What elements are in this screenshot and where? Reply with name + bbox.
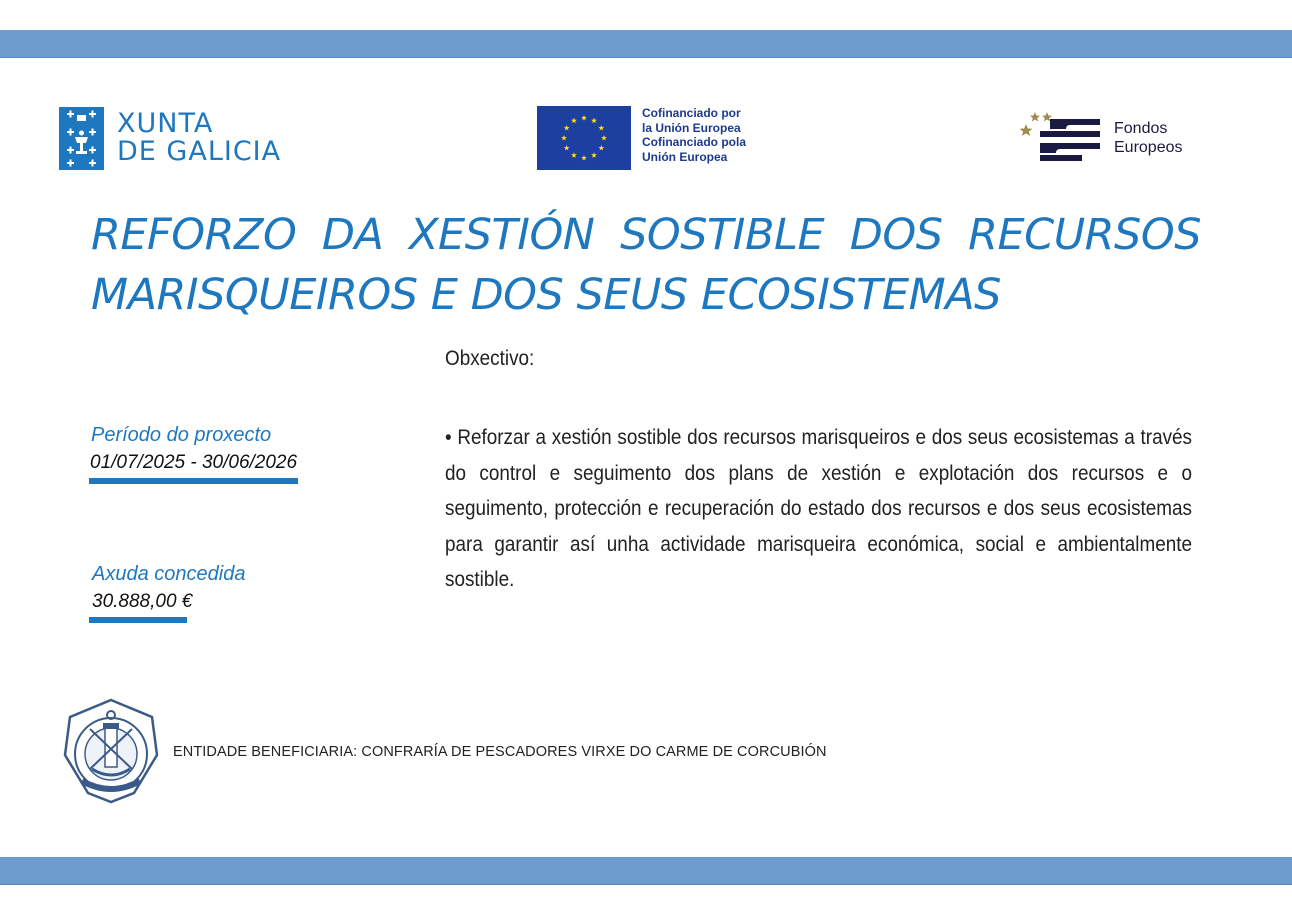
eu-star-icon <box>564 125 570 130</box>
grant-label: Axuda concedida <box>92 563 246 585</box>
grant-value: 30.888,00 € <box>92 591 193 612</box>
eu-line3: Cofinanciado pola <box>642 135 747 149</box>
grant-underline <box>89 617 187 623</box>
period-value: 01/07/2025 - 30/06/2026 <box>90 452 298 473</box>
eu-flag-icon <box>537 106 631 170</box>
eu-line4: Unión Europea <box>642 149 728 164</box>
xunta-shield-icon <box>59 107 104 170</box>
objective-text: • Reforzar a xestión sostible dos recursos marisqueiros e dos seus ecosistemas a través do control e seguimento dos plans de xestión e explotación dos recursos e o seguimento, protección e recuperación do estado dos recursos e dos seus ecosistemas para garantir así unha actividade marisqueira económica, social e ambientalmente sostible. <box>445 426 1192 591</box>
eu-star-icon <box>601 135 607 140</box>
xunta-line2: DE GALICIA <box>117 136 282 167</box>
eu-logo <box>537 106 767 170</box>
period-underline <box>89 478 298 484</box>
eu-star-icon <box>598 145 604 150</box>
beneficiary-text: ENTIDADE BENEFICIARIA: CONFRARÍA DE PESCADORES VIRXE DO CARME DE CORCUBIÓN <box>173 744 827 760</box>
page-title: REFORZO DA XESTIÓN SOSTIBLE DOS RECURSOS MARISQUEIROS E DOS SEUS ECOSISTEMAS <box>91 210 1201 320</box>
confraria-seal-icon <box>62 697 160 805</box>
eu-star-icon <box>581 155 587 160</box>
eu-star-icon <box>598 125 604 130</box>
xunta-logo <box>59 107 299 171</box>
eu-star-icon <box>591 152 597 157</box>
eu-line1: Cofinanciado por <box>642 106 741 120</box>
eu-star-icon <box>571 118 577 123</box>
fondos-europeos-icon <box>1018 110 1106 162</box>
eu-star-icon <box>571 152 577 157</box>
objective-label: Obxectivo: <box>445 347 535 370</box>
xunta-line1: XUNTA <box>117 108 214 139</box>
eu-star-icon <box>591 118 597 123</box>
eu-cofinancing-text <box>642 106 746 164</box>
xunta-wordmark <box>117 110 281 166</box>
top-band <box>0 30 1292 58</box>
eu-line2: la Unión Europea <box>642 120 741 135</box>
fondos-line1: Fondos <box>1114 120 1168 137</box>
fondos-wordmark <box>1114 119 1183 157</box>
period-label: Período do proxecto <box>91 424 272 446</box>
eu-star-icon <box>581 115 587 120</box>
eu-star-icon <box>564 145 570 150</box>
fondos-europeos-logo <box>1018 110 1218 165</box>
eu-star-icon <box>561 135 567 140</box>
fondos-line2: Europeos <box>1114 139 1183 156</box>
bottom-band <box>0 857 1292 885</box>
